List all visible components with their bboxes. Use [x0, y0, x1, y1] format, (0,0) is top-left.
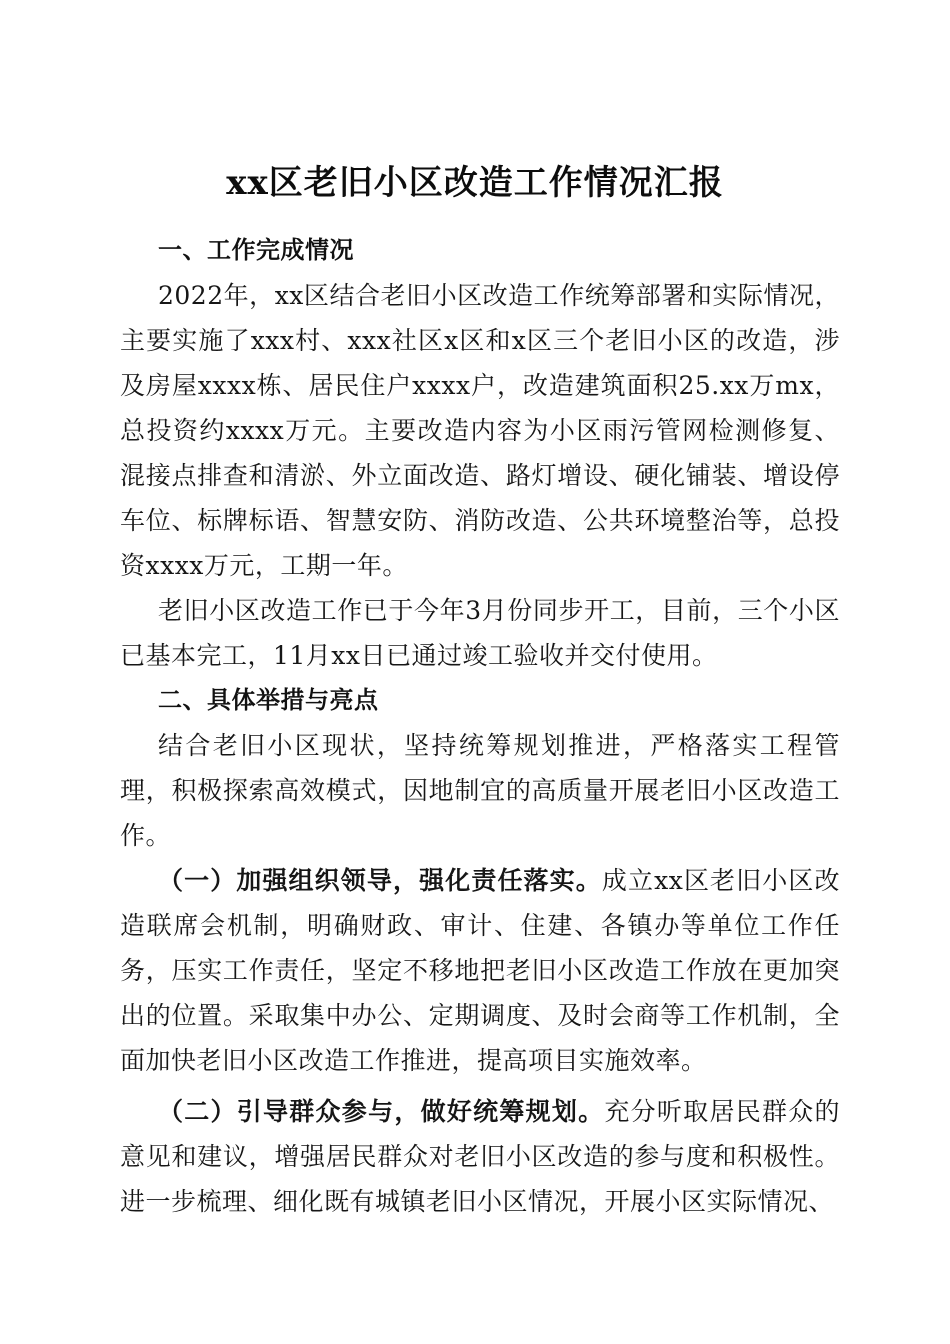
item-1-lead: （一）加强组织领导，强化责任落实。: [158, 866, 602, 895]
section-heading-2: 二、具体举措与亮点: [158, 686, 379, 714]
document-title: xx区老旧小区改造工作情况汇报: [226, 162, 724, 203]
section2-intro: 结合老旧小区现状，坚持统筹规划推进，严格落实工程管理，积极探索高效模式，因地制宜的高质量开展老旧小区改造工作。: [120, 731, 840, 850]
section-heading-1: 一、工作完成情况: [158, 236, 354, 264]
item-2-lead: （二）引导群众参与，做好统筹规划。: [158, 1097, 605, 1126]
section1-paragraph-2: 老旧小区改造工作已于今年3月份同步开工，目前，三个小区已基本完工，11月xx日已通过竣工验收并交付使用。: [120, 596, 840, 670]
section2-item-1: [120, 858, 840, 1083]
section2-item-2: [120, 1089, 840, 1224]
section1-paragraph-1: 2022年，xx区结合老旧小区改造工作统筹部署和实际情况，主要实施了xxx村、xxx社区x区和x区三个老旧小区的改造，涉及房屋xxxx栋、居民住户xxxx户，改造建筑面积25.xx万mx，总投资约xxxx万元。主要改造内容为小区雨污管网检测修复、混接点排查和清淤、外立面改造、路灯增设、硬化铺装、增设停车位、标牌标语、智慧安防、消防改造、公共环境整治等，总投资xxxx万元，工期一年。: [120, 281, 840, 580]
item-2-text: 充分听取居民群众的意见和建议，增强居民群众对老旧小区改造的参与度和积极性。进一步梳理、细化既有城镇老旧小区情况，开展小区实际情况、: [120, 1097, 840, 1216]
item-1-text: 成立xx区老旧小区改造联席会机制，明确财政、审计、住建、各镇办等单位工作任务，压实工作责任，坚定不移地把老旧小区改造工作放在更加突出的位置。采取集中办公、定期调度、及时会商等工作机制，全面加快老旧小区改造工作推进，提高项目实施效率。: [120, 866, 840, 1075]
document-body: [120, 228, 840, 1224]
